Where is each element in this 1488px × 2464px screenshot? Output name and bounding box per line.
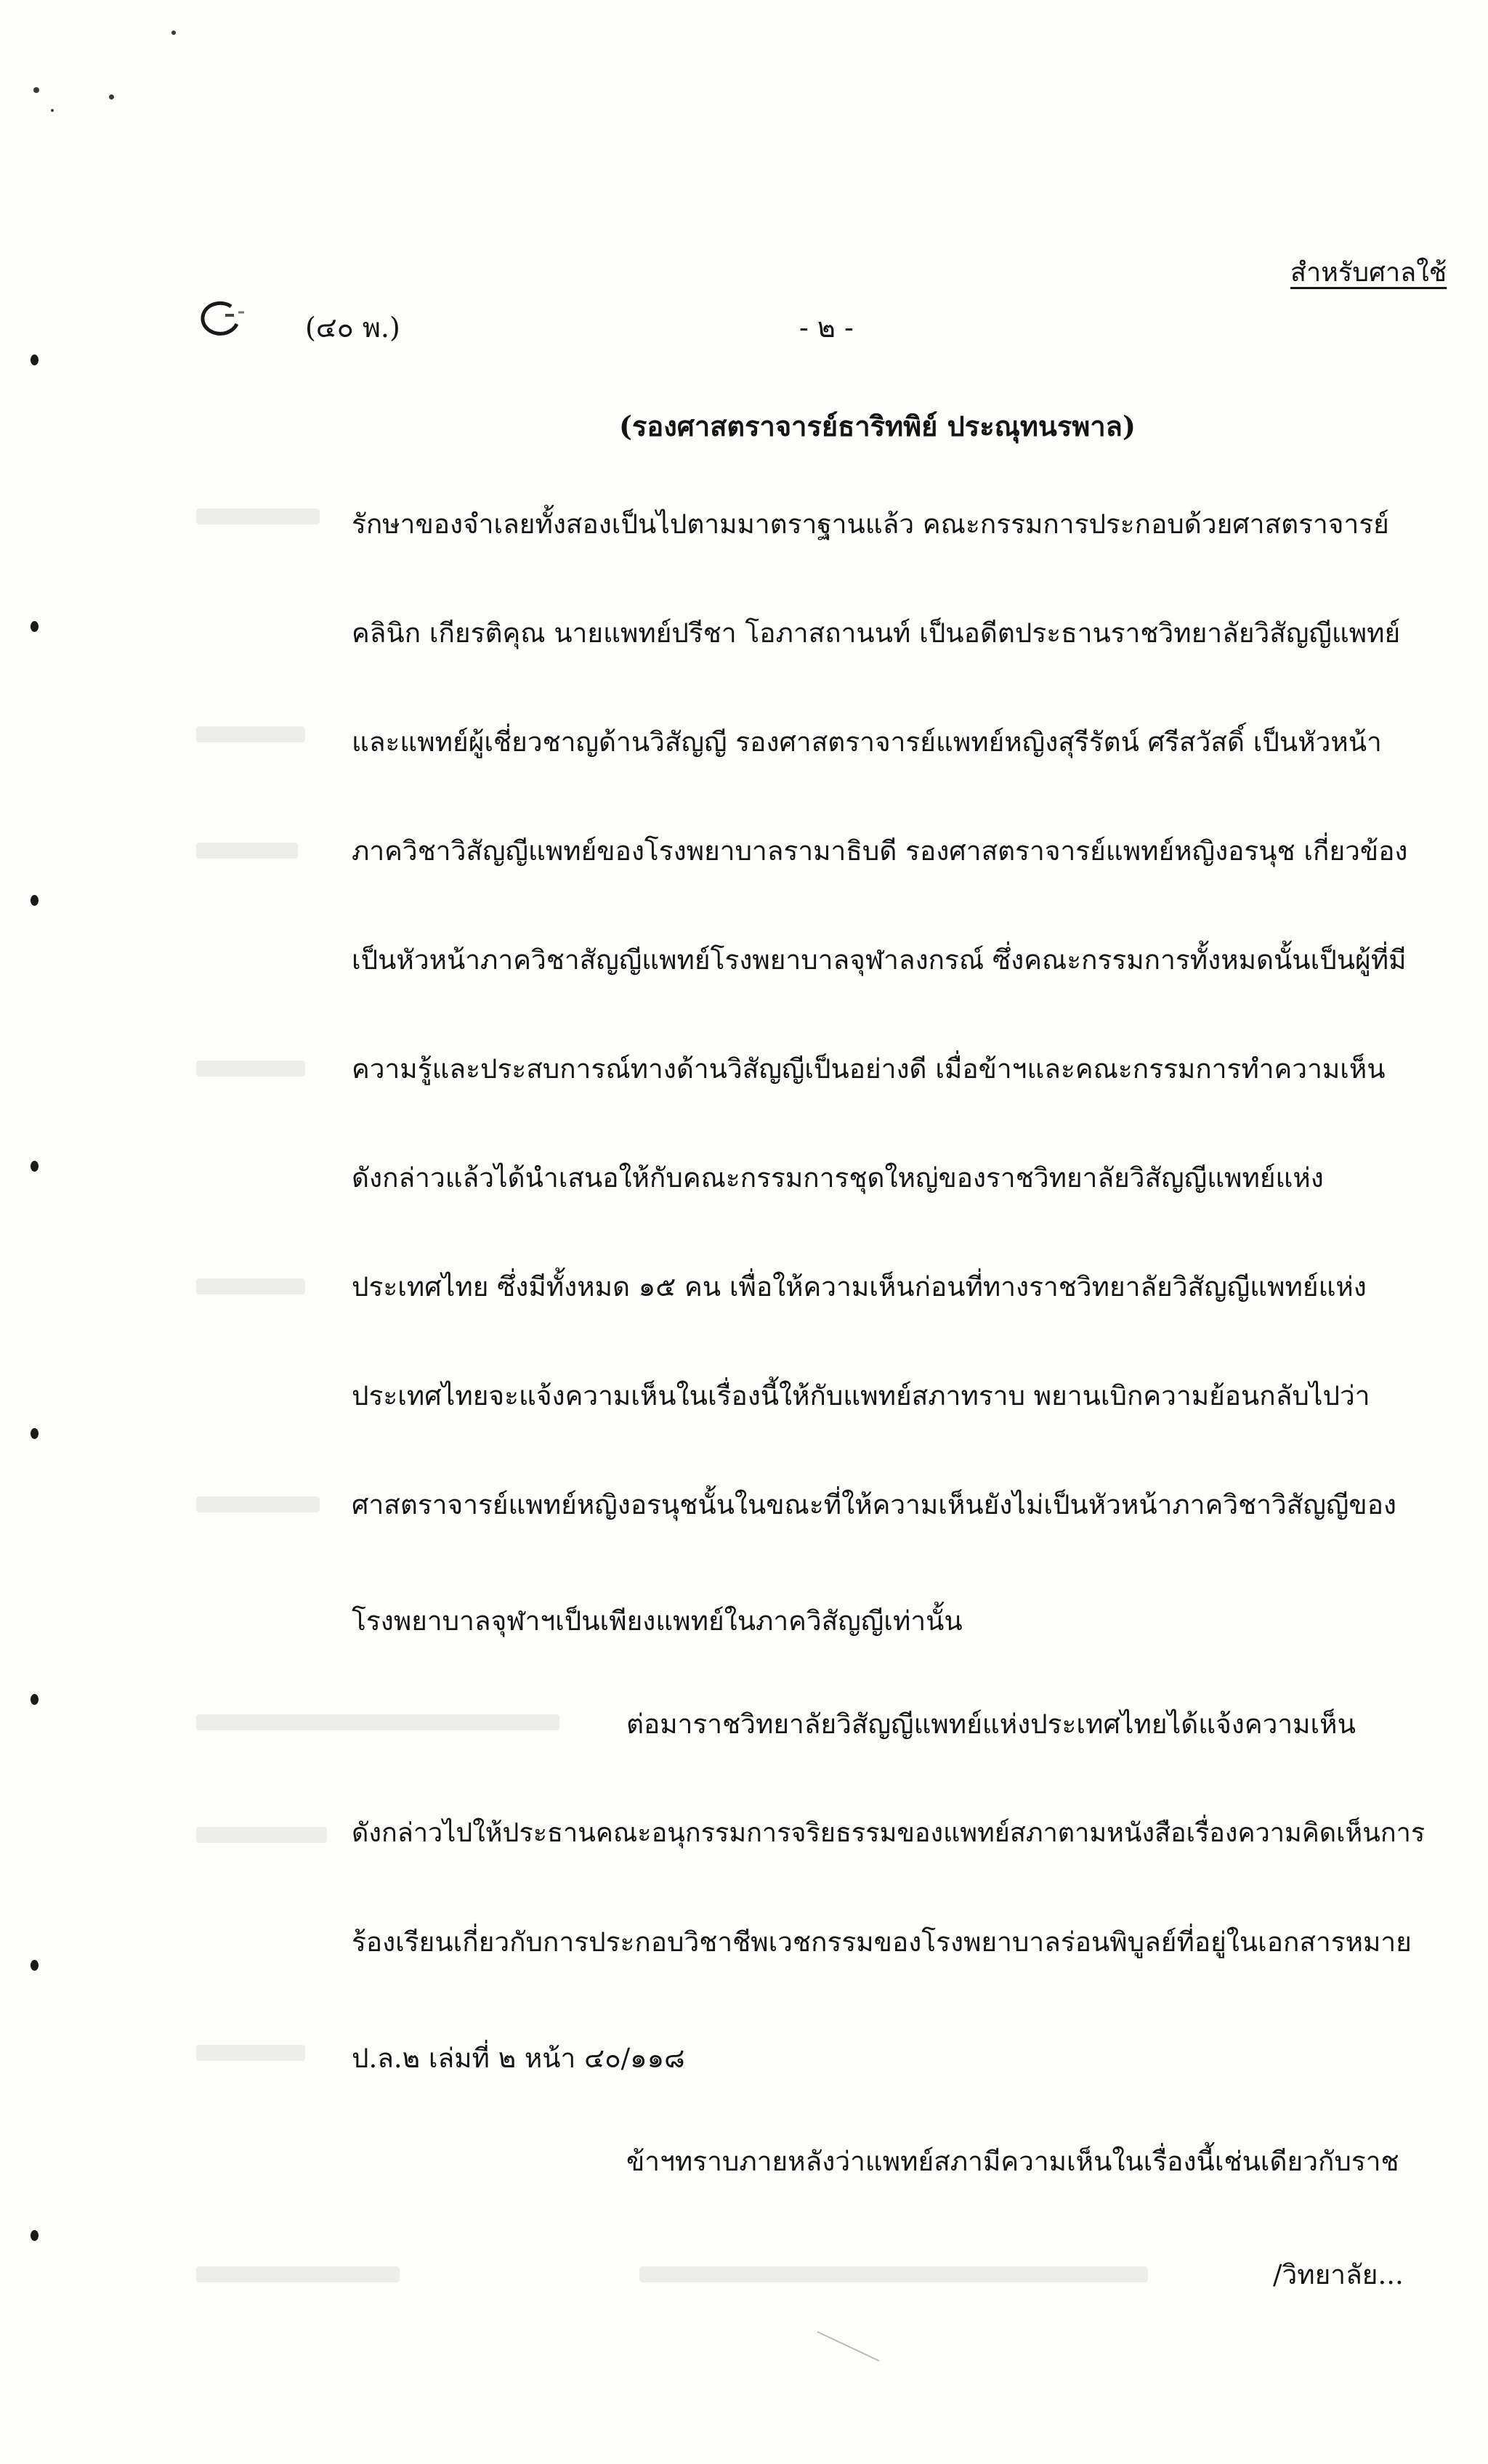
logo-seal-icon <box>198 298 248 341</box>
bleed-through-mark <box>196 508 320 524</box>
testimony-line: ศาสตราจารย์แพทย์หญิงอรนุชนั้นในขณะที่ให้ความเห็นยังไม่เป็นหัวหน้าภาควิชาวิสัญญีของ <box>352 1489 1396 1520</box>
punch-hole-mark <box>31 1428 39 1439</box>
bleed-through-mark <box>196 1278 305 1294</box>
testimony-line: ร้องเรียนเกี่ยวกับการประกอบวิชาชีพเวชกรรมของโรงพยาบาลร่อนพิบูลย์ที่อยู่ในเอกสารหมาย <box>352 1926 1412 1958</box>
punch-hole-mark <box>31 621 39 632</box>
bleed-through-mark <box>196 1827 327 1843</box>
punch-hole-mark <box>31 895 39 906</box>
punch-hole-mark <box>31 1694 39 1705</box>
page-number: - ๒ - <box>799 312 854 344</box>
bleed-through-mark <box>196 726 305 742</box>
bleed-through-mark <box>196 1061 305 1077</box>
testimony-line: ภาควิชาวิสัญญีแพทย์ของโรงพยาบาลรามาธิบดี รองศาสตราจารย์แพทย์หญิงอรนุช เกี่ยวข้อง <box>352 835 1408 867</box>
bleed-through-mark <box>196 2045 305 2061</box>
court-use-note: สำหรับศาลใช้ <box>1290 258 1447 288</box>
testimony-line: ดังกล่าวไปให้ประธานคณะอนุกรรมการจริยธรรมของแพทย์สภาตามหนังสือเรื่องความคิดเห็นการ <box>352 1818 1426 1848</box>
punch-hole-mark <box>31 2230 39 2241</box>
continuation-marker: /วิทยาลัย... <box>1273 2259 1404 2290</box>
scan-speck <box>171 31 176 35</box>
witness-name: (รองศาสตราจารย์ธาริทพิย์ ประณุทนรพาล) <box>619 410 1136 442</box>
testimony-line: และแพทย์ผู้เชี่ยวชาญด้านวิสัญญี รองศาสตราจารย์แพทย์หญิงสุรีรัตน์ ศรีสวัสดิ์ เป็นหัวหน้า <box>352 726 1382 758</box>
bleed-through-mark <box>196 1714 559 1730</box>
punch-hole-mark <box>31 354 39 365</box>
bleed-through-mark <box>196 1496 320 1512</box>
testimony-line: ความรู้และประสบการณ์ทางด้านวิสัญญีเป็นอย่างดี เมื่อข้าฯและคณะกรรมการทำความเห็น <box>352 1053 1386 1085</box>
pen-stroke-mark <box>814 2325 886 2368</box>
scan-speck <box>109 94 114 100</box>
testimony-line: ป.ล.๒ เล่มที่ ๒ หน้า ๔๐/๑๑๘ <box>352 2043 685 2074</box>
testimony-line: โรงพยาบาลจุฬาฯเป็นเพียงแพทย์ในภาควิสัญญีเท่านั้น <box>352 1605 963 1637</box>
punch-hole-mark <box>31 1161 39 1172</box>
testimony-line: คลินิก เกียรติคุณ นายแพทย์ปรีชา โอภาสถานนท์ เป็นอดีตประธานราชวิทยาลัยวิสัญญีแพทย์ <box>352 617 1401 649</box>
bleed-through-mark <box>196 2266 400 2282</box>
bleed-through-mark <box>196 843 298 859</box>
testimony-line: ประเทศไทยจะแจ้งความเห็นในเรื่องนี้ให้กับแพทย์สภาทราบ พยานเบิกความย้อนกลับไปว่า <box>352 1380 1370 1411</box>
form-code: (๔๐ พ.) <box>305 312 400 344</box>
punch-hole-mark <box>31 1960 39 1971</box>
testimony-line-indented: ต่อมาราชวิทยาลัยวิสัญญีแพทย์แห่งประเทศไทยได้แจ้งความเห็น <box>626 1709 1356 1740</box>
testimony-line: ประเทศไทย ซึ่งมีทั้งหมด ๑๕ คน เพื่อให้ความเห็นก่อนที่ทางราชวิทยาลัยวิสัญญีแพทย์แห่ง <box>352 1271 1367 1302</box>
scan-speck <box>33 87 39 93</box>
testimony-line-indented: ข้าฯทราบภายหลังว่าแพทย์สภามีความเห็นในเรื่องนี้เช่นเดียวกับราช <box>626 2146 1399 2177</box>
bleed-through-mark <box>639 2266 1148 2282</box>
testimony-line: ดังกล่าวแล้วได้นำเสนอให้กับคณะกรรมการชุดใหญ่ของราชวิทยาลัยวิสัญญีแพทย์แห่ง <box>352 1162 1324 1194</box>
scan-speck <box>51 109 54 112</box>
testimony-line: เป็นหัวหน้าภาควิชาสัญญีแพทย์โรงพยาบาลจุฬาลงกรณ์ ซึ่งคณะกรรมการทั้งหมดนั้นเป็นผู้ที่มี <box>352 944 1407 976</box>
testimony-line: รักษาของจำเลยทั้งสองเป็นไปตามมาตราฐานแล้ว คณะกรรมการประกอบด้วยศาสตราจารย์ <box>352 508 1389 540</box>
